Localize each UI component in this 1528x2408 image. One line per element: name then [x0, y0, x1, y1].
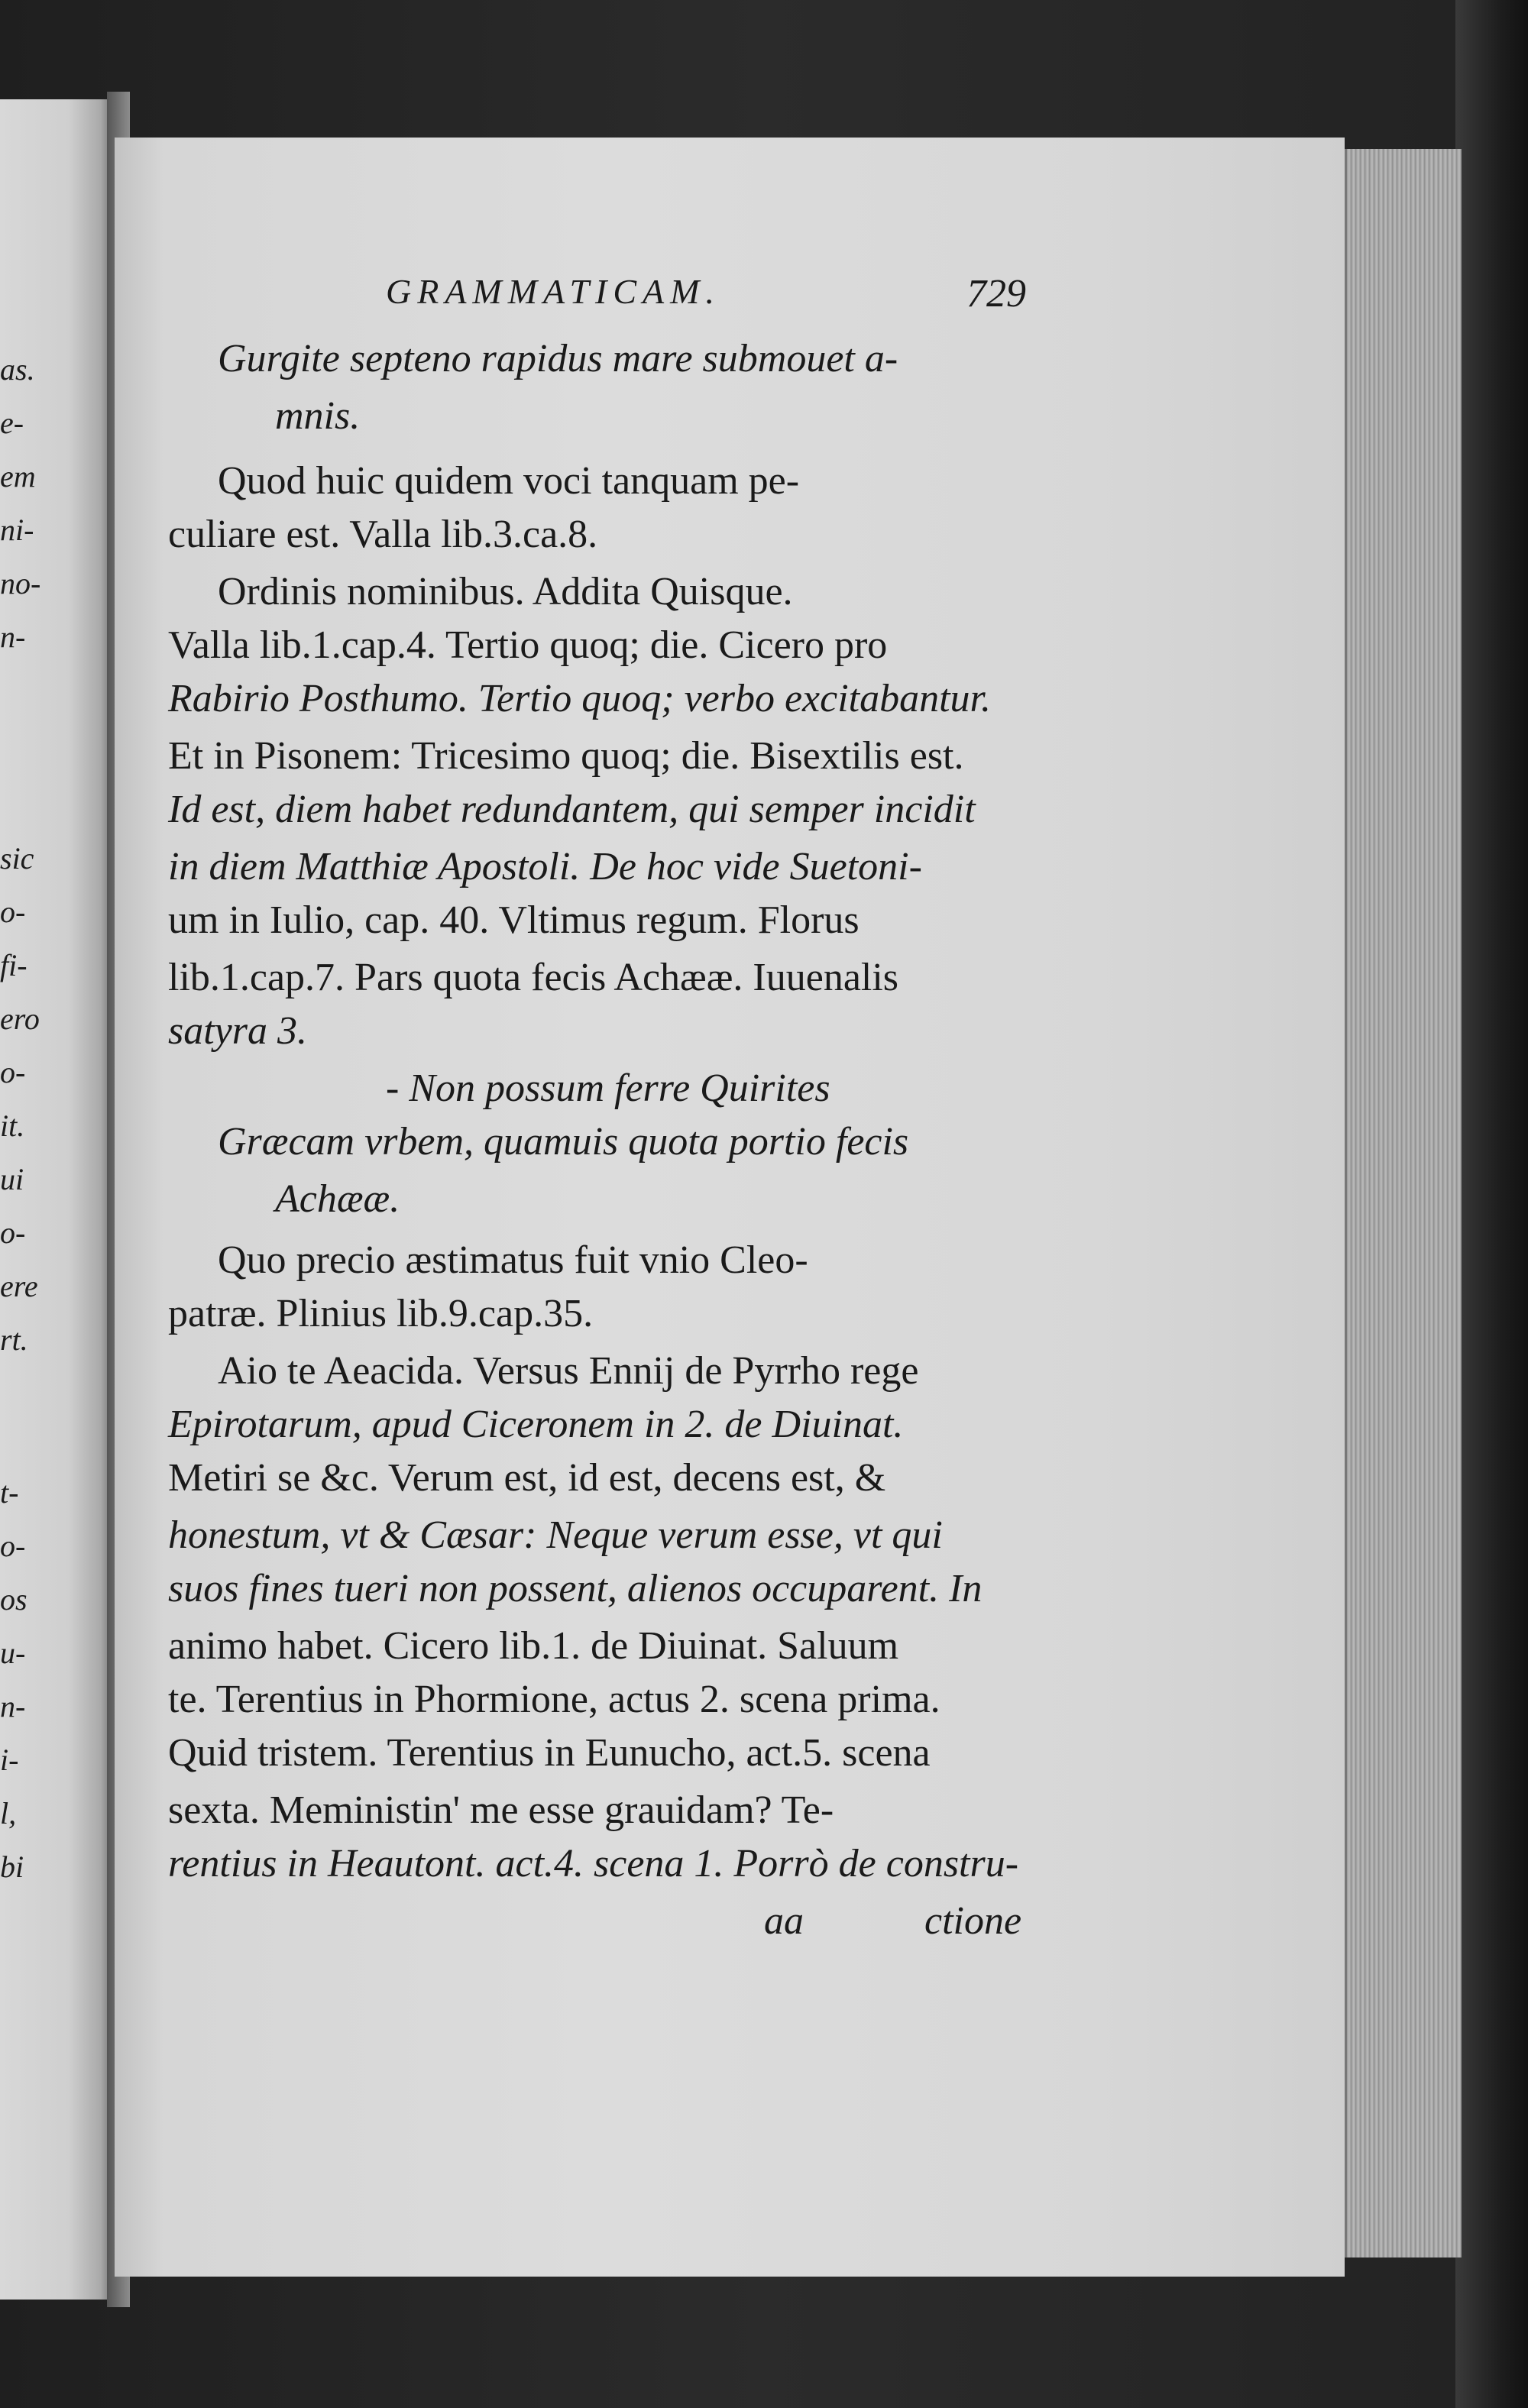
page-number: 729 [966, 272, 1026, 316]
text-line: Gurgite septeno rapidus mare submouet a- [218, 337, 898, 380]
text-line: Metiri se &c. Verum est, id est, decens est, & [168, 1456, 886, 1500]
left-page-fragment: fi- [0, 948, 28, 982]
catchword: ctione [924, 1899, 1022, 1943]
verse-line: Græcam vrbem, quamuis quota portio fecis [218, 1120, 909, 1164]
text-line: Quid tristem. Terentius in Eunucho, act.5. scena [168, 1731, 931, 1775]
left-page-fragment: e- [0, 406, 24, 440]
left-page-fragment: os [0, 1582, 28, 1617]
left-page-fragment: o- [0, 1055, 26, 1089]
text-line: Valla lib.1.cap.4. Tertio quoq; die. Cicero pro [168, 623, 888, 667]
text-line: Et in Pisonem: Tricesimo quoq; die. Bisextilis est. [168, 734, 964, 778]
text-line: patræ. Plinius lib.9.cap.35. [168, 1292, 594, 1335]
left-page-fragment: ere [0, 1269, 38, 1303]
left-page-fragment: t- [0, 1475, 19, 1510]
left-page-fragment: ni- [0, 513, 34, 547]
left-page-fragment: l, [0, 1796, 17, 1830]
left-page-fragment: n- [0, 620, 26, 654]
left-page-fragment: i- [0, 1743, 19, 1777]
verse-line: Achææ. [275, 1177, 400, 1221]
left-page-fragment: rt. [0, 1322, 28, 1357]
text-line: culiare est. Valla lib.3.ca.8. [168, 513, 598, 556]
text-line: in diem Matthiæ Apostoli. De hoc vide Suetoni- [168, 845, 922, 888]
left-page-fragment: o- [0, 895, 26, 929]
text-line: rentius in Heautont. act.4. scena 1. Porrò de constru- [168, 1842, 1019, 1885]
text-line: Quod huic quidem voci tanquam pe- [218, 459, 800, 503]
text-line: Quo precio æstimatus fuit vnio Cleo- [218, 1238, 808, 1282]
running-head: GRAMMATICAM. [386, 272, 720, 311]
text-line: Epirotarum, apud Ciceronem in 2. de Diuinat. [168, 1403, 904, 1446]
text-line: um in Iulio, cap. 40. Vltimus regum. Florus [168, 898, 860, 942]
left-page-fragment: ero [0, 1002, 40, 1036]
left-page-fragment: bi [0, 1850, 24, 1884]
left-page-fragment: no- [0, 566, 41, 600]
left-page-fragment: as. [0, 352, 35, 387]
left-page-fragment: o- [0, 1215, 26, 1250]
text-line: Id est, diem habet redundantem, qui semper incidit [168, 788, 976, 831]
text-line: Ordinis nominibus. Addita Quisque. [218, 570, 793, 613]
left-page-fragment: sic [0, 841, 34, 875]
text-line: sexta. Meministin' me esse grauidam? Te- [168, 1788, 834, 1832]
text-line: honestum, vt & Cæsar: Neque verum esse, vt qui [168, 1513, 943, 1557]
text-line: Aio te Aeacida. Versus Ennij de Pyrrho rege [218, 1349, 919, 1393]
text-line: animo habet. Cicero lib.1. de Diuinat. Saluum [168, 1624, 899, 1668]
text-line: satyra 3. [168, 1009, 307, 1053]
left-page-fragment: ui [0, 1162, 24, 1196]
text-line: Rabirio Posthumo. Tertio quoq; verbo excitabantur. [168, 677, 992, 720]
left-page-fragment: it. [0, 1109, 25, 1143]
text-line: mnis. [275, 394, 361, 438]
left-page-fragment: o- [0, 1529, 26, 1563]
text-line: suos fines tueri non possent, alienos occuparent. In [168, 1567, 983, 1610]
left-page-fragment: em [0, 459, 36, 494]
text-line: te. Terentius in Phormione, actus 2. scena prima. [168, 1678, 940, 1721]
left-page-fragment: u- [0, 1636, 26, 1670]
text-line: lib.1.cap.7. Pars quota fecis Achææ. Iuuenalis [168, 956, 899, 999]
left-page-fragment: n- [0, 1689, 26, 1723]
signature-mark: aa [764, 1899, 804, 1943]
verse-line: - Non possum ferre Quirites [386, 1066, 830, 1110]
